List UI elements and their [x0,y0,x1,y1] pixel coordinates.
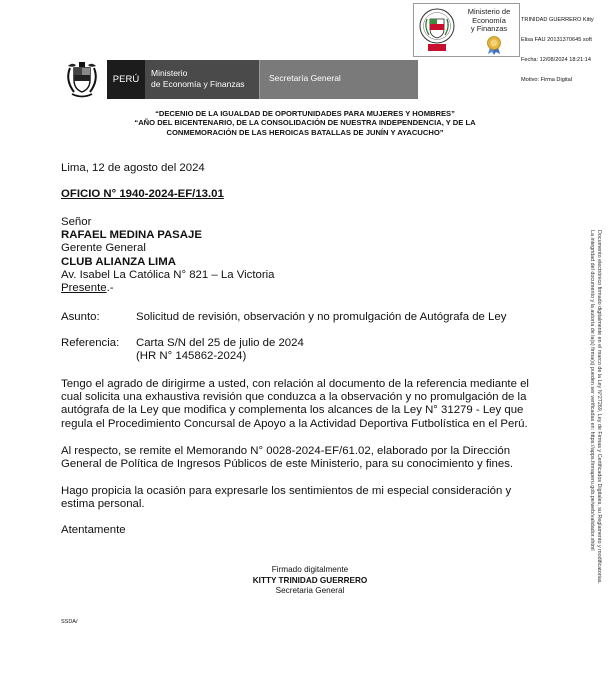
asunto-label: Asunto: [61,311,100,323]
recipient-name: RAFAEL MEDINA PASAJE [61,229,202,242]
header-unit-label: Secretaría General [259,60,418,99]
recipient-salutation: Señor [61,216,92,228]
body-paragraph-3: Hago propicia la ocasión para expresarle los sentimientos de mi especial consideración y estima personal. [61,485,512,511]
body-paragraph-1: Tengo el agrado de dirigirme a usted, con relación al documento de la referencia mediante el cual solicita una exhaustiva revisión que conduzca a la observación y no promulgación de la autógrafa de la Ley que modifica y complementa los alcances de la Ley N° 31279 - Ley que regula el Procedimiento Concursal de Apoyo a la Actividad Deportiva Futbolística en el Perú. [61,378,529,430]
header-ministry-label: Ministerio de Economía y Finanzas [145,60,259,99]
signer-name: KITTY TRINIDAD GUERRERO [252,575,368,585]
body-paragraph-2: Al respecto, se remite el Memorando N° 0028-2024-EF/61.02, elaborado por la Dirección General de Política de Ingresos Públicos de este Ministerio, para su conocimiento y fines. [61,445,514,471]
recipient-presente: Presente.- [61,282,114,295]
referencia-text: Carta S/N del 25 de julio de 2024 (HR N° 145862-2024) [136,337,304,363]
signature-note: Firmado digitalmente [271,565,349,574]
national-shield-icon [60,60,104,102]
recipient-block [61,216,275,295]
oficio-number: OFICIO N° 1940-2024-EF/13.01 [61,188,224,200]
recipient-address: Av. Isabel La Católica N° 821 – La Victoria [61,268,275,281]
digital-signature-stamp [413,3,520,57]
peru-seal-icon [418,7,456,53]
recipient-organization: CLUB ALIANZA LIMA [61,255,176,268]
stamp-ministry-label: Ministerio de Economía y Finanzas [467,7,511,33]
letter-date: Lima, 12 de agosto del 2024 [61,162,205,174]
stamp-details: TRINIDAD GUERRERO Kitty Elisa FAU 20131370645 soft Fecha: 12/08/2024 18:21:14 Motivo: Firma Digital [521,17,594,83]
medal-icon [485,35,503,55]
recipient-title: Gerente General [61,242,146,255]
closing: Atentamente [61,524,126,536]
referencia-label: Referencia: [61,337,120,349]
asunto-text: Solicitud de revisión, observación y no promulgación de Autógrafa de Ley [136,311,507,323]
decree-header: “DECENIO DE LA IGUALDAD DE OPORTUNIDADES PARA MUJERES Y HOMBRES” “AÑO DEL BICENTENARIO, DE LA CONSOLIDACIÓN DE NUESTRA INDEPENDENCIA, Y DE LA CONMEMORACIÓN DE LAS HEROICAS BATALLAS DE JUNÍN Y AYACUCHO” [134,109,476,137]
signature-block [210,565,410,597]
signer-role: Secretaria General [275,586,345,595]
header-country-label: PERÚ [107,60,145,99]
side-verification-note: Documento electrónico firmado digitalmente en el marco de la Ley N°27269, Ley de Firmas y Certificados Digitales, su Reglamento y modificatorias. La integridad del documento y la autoría de la(s) firma(s) pueden ser verificadas en: https://apps.firmaperu.gob.pe/web/validador.xhtml [589,230,602,584]
initials: SSDA/ [61,619,78,625]
